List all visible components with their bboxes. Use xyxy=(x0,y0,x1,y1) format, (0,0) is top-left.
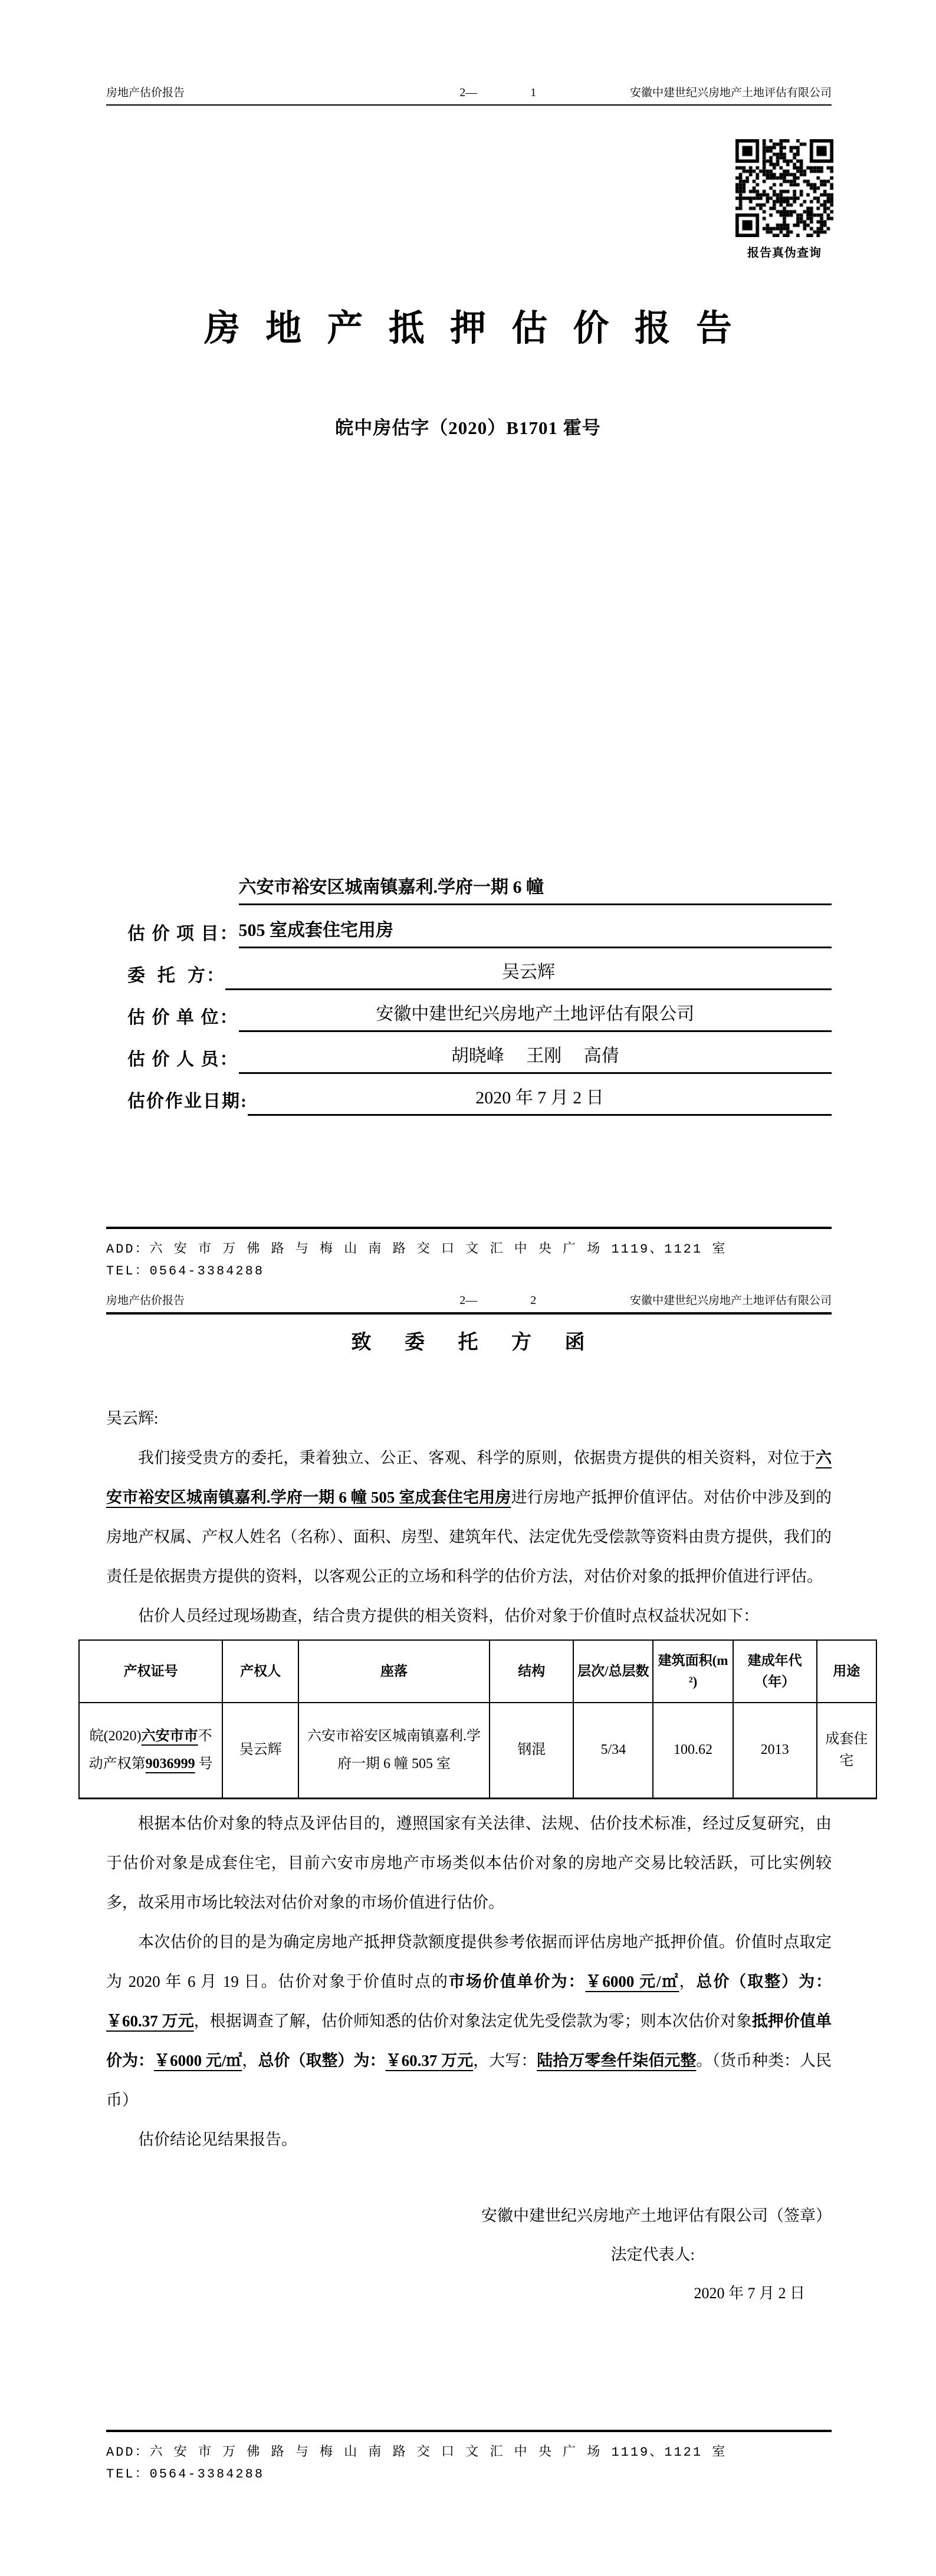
table-row xyxy=(79,1703,876,1799)
report-title: 房 地 产 抵 押 估 价 报 告 xyxy=(203,309,740,349)
report-number: 皖中房估字（2020）B1701 霍号 xyxy=(335,418,601,438)
cell-area: 100.62 xyxy=(653,1703,733,1799)
page1-page-number xyxy=(459,86,536,100)
col-location: 座落 xyxy=(298,1640,490,1703)
page1-running-header xyxy=(106,84,832,106)
paragraph-valuation: 本次估价的目的是为确定房地产抵押贷款额度提供参考依据而评估房地产抵押价值。价值时点取定为 2020 年 6 月 19 日。估价对象于价值时点的市场价值单价为：￥6000 元/㎡，总价（取整）为：￥60.37 万元，根据调查了解，估价师知悉的估价对象法定优先受偿款为零；则本次估价对象抵押价值单价为：￥6000 元/㎡，总价（取整）为：￥60.37 万元，大写：陆拾万零叁仟柒佰元整。（货币种类：人民币） xyxy=(106,1933,832,2109)
page-number-value: 2 xyxy=(530,1294,537,1307)
field-agency-label: 估 价 单 位： xyxy=(127,1008,239,1027)
qr-caption: 报告真伪查询 xyxy=(747,247,822,259)
header-doc-type: 房地产估价报告 xyxy=(106,87,185,99)
table-header-row xyxy=(79,1640,876,1703)
cell-cert-number: 皖(2020)六安市市不动产权第9036999 号 xyxy=(79,1703,222,1799)
paragraph-entrustment: 我们接受贵方的委托，秉着独立、公正、客观、科学的原则，依据贵方提供的相关资料，对位于六安市裕安区城南镇嘉利.学府一期 6 幢 505 室成套住宅用房进行房地产抵押价值评估。对估价中涉及到的房地产权属、产权人姓名（名称）、面积、房型、建筑年代、法定优先受偿款等资料由贵方提供，我们的责任是依据贵方提供的资料，以客观公正的立场和科学的估价方法，对估价对象的抵押价值进行评估。 xyxy=(106,1449,832,1585)
col-floor: 层次/总层数 xyxy=(573,1640,653,1703)
field-client-value: 吴云辉 xyxy=(225,961,832,990)
signature-date: 2020 年 7 月 2 日 xyxy=(694,2285,805,2302)
page-number-prefix: 2— xyxy=(459,1294,478,1307)
field-project-value-line2: 505 室成套住宅用房 xyxy=(239,919,832,948)
col-usage: 用途 xyxy=(817,1640,876,1703)
field-appraisers xyxy=(127,1044,832,1074)
col-area: 建筑面积(m²) xyxy=(653,1640,733,1703)
cell-year: 2013 xyxy=(733,1703,817,1799)
field-work-date-label: 估价作业日期: xyxy=(127,1092,248,1111)
page-number-prefix: 2— xyxy=(459,86,478,99)
qr-verification-block xyxy=(734,139,835,260)
cell-owner: 吴云辉 xyxy=(222,1703,298,1799)
paragraph-conclusion: 估价结论见结果报告。 xyxy=(138,2131,297,2148)
footer-phone: TEL：0564-3384288 xyxy=(106,2467,265,2482)
field-project xyxy=(127,876,832,948)
salutation: 吴云辉: xyxy=(106,1409,159,1427)
field-client-label: 委 托 方： xyxy=(127,966,225,985)
cell-usage: 成套住宅 xyxy=(817,1703,876,1799)
letter-body xyxy=(88,1399,868,2313)
signature-block xyxy=(106,2196,832,2313)
page-number-value: 1 xyxy=(530,86,537,99)
field-agency xyxy=(127,1003,832,1032)
page1-footer xyxy=(106,1227,832,1282)
field-project-value-line1: 六安市裕安区城南镇嘉利.学府一期 6 幢 xyxy=(239,876,832,905)
subject-property-table xyxy=(78,1639,877,1799)
paragraph-method: 根据本估价对象的特点及评估目的，遵照国家有关法律、法规、估价技术标准，经过反复研究，由于估价对象是成套住宅，目前六安市房地产市场类似本估价对象的房地产交易比较活跃，可比实例较多，故采用市场比较法对估价对象的市场价值进行估价。 xyxy=(106,1815,832,1911)
letter-heading: 致 委 托 方 函 xyxy=(351,1332,599,1353)
cell-structure: 钢混 xyxy=(490,1703,573,1799)
field-appraisers-label: 估 价 人 员： xyxy=(127,1050,239,1069)
header-company-name: 安徽中建世纪兴房地产土地评估有限公司 xyxy=(629,87,832,99)
page2-running-header xyxy=(106,1292,832,1315)
cover-fields xyxy=(127,876,832,1128)
signature-legal-representative: 法定代表人: xyxy=(610,2246,695,2263)
page2-page-number xyxy=(459,1294,536,1307)
cell-floor: 5/34 xyxy=(573,1703,653,1799)
col-structure: 结构 xyxy=(490,1640,573,1703)
page2-footer xyxy=(106,2430,832,2485)
footer-address: ADD：六 安 市 万 佛 路 与 梅 山 南 路 交 口 文 汇 中 央 广 场 1119、1121 室 xyxy=(106,1242,727,1257)
field-work-date-value: 2020 年 7 月 2 日 xyxy=(248,1087,832,1116)
field-client xyxy=(127,961,832,990)
paragraph-survey: 估价人员经过现场勘查，结合贵方提供的相关资料，估价对象于价值时点权益状况如下： xyxy=(138,1607,759,1625)
header-doc-type: 房地产估价报告 xyxy=(106,1294,185,1307)
field-work-date xyxy=(127,1086,832,1116)
header-company-name: 安徽中建世纪兴房地产土地评估有限公司 xyxy=(629,1294,832,1307)
col-owner: 产权人 xyxy=(222,1640,298,1703)
signature-company: 安徽中建世纪兴房地产土地评估有限公司（签章） xyxy=(481,2207,832,2225)
field-agency-value: 安徽中建世纪兴房地产土地评估有限公司 xyxy=(239,1003,832,1032)
footer-phone: TEL：0564-3384288 xyxy=(106,1264,265,1279)
footer-address: ADD：六 安 市 万 佛 路 与 梅 山 南 路 交 口 文 汇 中 央 广 场 1119、1121 室 xyxy=(106,2445,727,2460)
cell-location: 六安市裕安区城南镇嘉利.学府一期 6 幢 505 室 xyxy=(298,1703,490,1799)
qr-code-icon xyxy=(735,139,833,237)
field-project-value xyxy=(239,876,832,948)
col-cert-number: 产权证号 xyxy=(79,1640,222,1703)
col-year: 建成年代（年） xyxy=(733,1640,817,1703)
field-project-label: 估 价 项 目： xyxy=(127,924,239,944)
field-appraisers-value: 胡晓峰 王刚 高倩 xyxy=(239,1045,832,1074)
